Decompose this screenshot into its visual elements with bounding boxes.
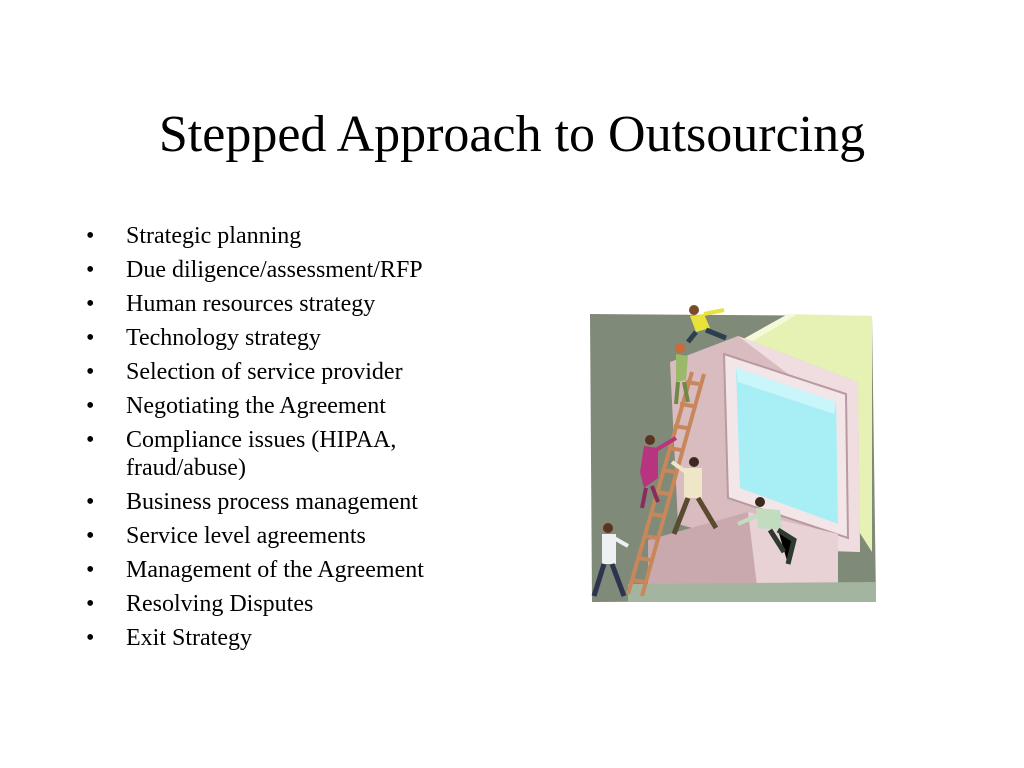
list-item bbox=[86, 324, 506, 352]
list-item-text: Human resources strategy bbox=[126, 291, 376, 317]
list-item-text: Due diligence/assessment/RFP bbox=[126, 257, 423, 283]
list-item bbox=[86, 426, 506, 482]
list-item bbox=[86, 256, 506, 284]
bullet-icon: • bbox=[86, 325, 95, 351]
list-item bbox=[86, 488, 506, 516]
bullet-icon: • bbox=[86, 393, 95, 419]
bullet-icon: • bbox=[86, 557, 95, 583]
list-item-text: Strategic planning bbox=[126, 223, 302, 249]
bullet-icon: • bbox=[86, 291, 95, 317]
list-item bbox=[86, 590, 506, 618]
list-item-text: Exit Strategy bbox=[126, 625, 252, 651]
list-item-text: Technology strategy bbox=[126, 325, 321, 351]
list-item-text: Compliance issues (HIPAA, fraud/abuse) bbox=[126, 427, 397, 481]
list-item bbox=[86, 624, 506, 652]
bullet-icon: • bbox=[86, 427, 95, 453]
list-item-text: Management of the Agreement bbox=[126, 557, 424, 583]
list-item-text: Service level agreements bbox=[126, 523, 366, 549]
slide-title: Stepped Approach to Outsourcing bbox=[158, 106, 866, 163]
list-item bbox=[86, 290, 506, 318]
bullet-icon: • bbox=[86, 257, 95, 283]
list-item bbox=[86, 522, 506, 550]
bullet-list bbox=[86, 222, 506, 658]
list-item-text: Negotiating the Agreement bbox=[126, 393, 386, 419]
list-item bbox=[86, 358, 506, 386]
bullet-icon: • bbox=[86, 625, 95, 651]
bullet-icon: • bbox=[86, 489, 95, 515]
list-item-text: Selection of service provider bbox=[126, 359, 403, 385]
people-climbing-computer-illustration bbox=[588, 302, 878, 602]
list-item bbox=[86, 222, 506, 250]
bullet-icon: • bbox=[86, 591, 95, 617]
bullet-icon: • bbox=[86, 223, 95, 249]
bullet-icon: • bbox=[86, 359, 95, 385]
list-item bbox=[86, 556, 506, 584]
list-item-text: Business process management bbox=[126, 489, 418, 515]
bullet-icon: • bbox=[86, 523, 95, 549]
list-item-text: Resolving Disputes bbox=[126, 591, 314, 617]
list-item bbox=[86, 392, 506, 420]
